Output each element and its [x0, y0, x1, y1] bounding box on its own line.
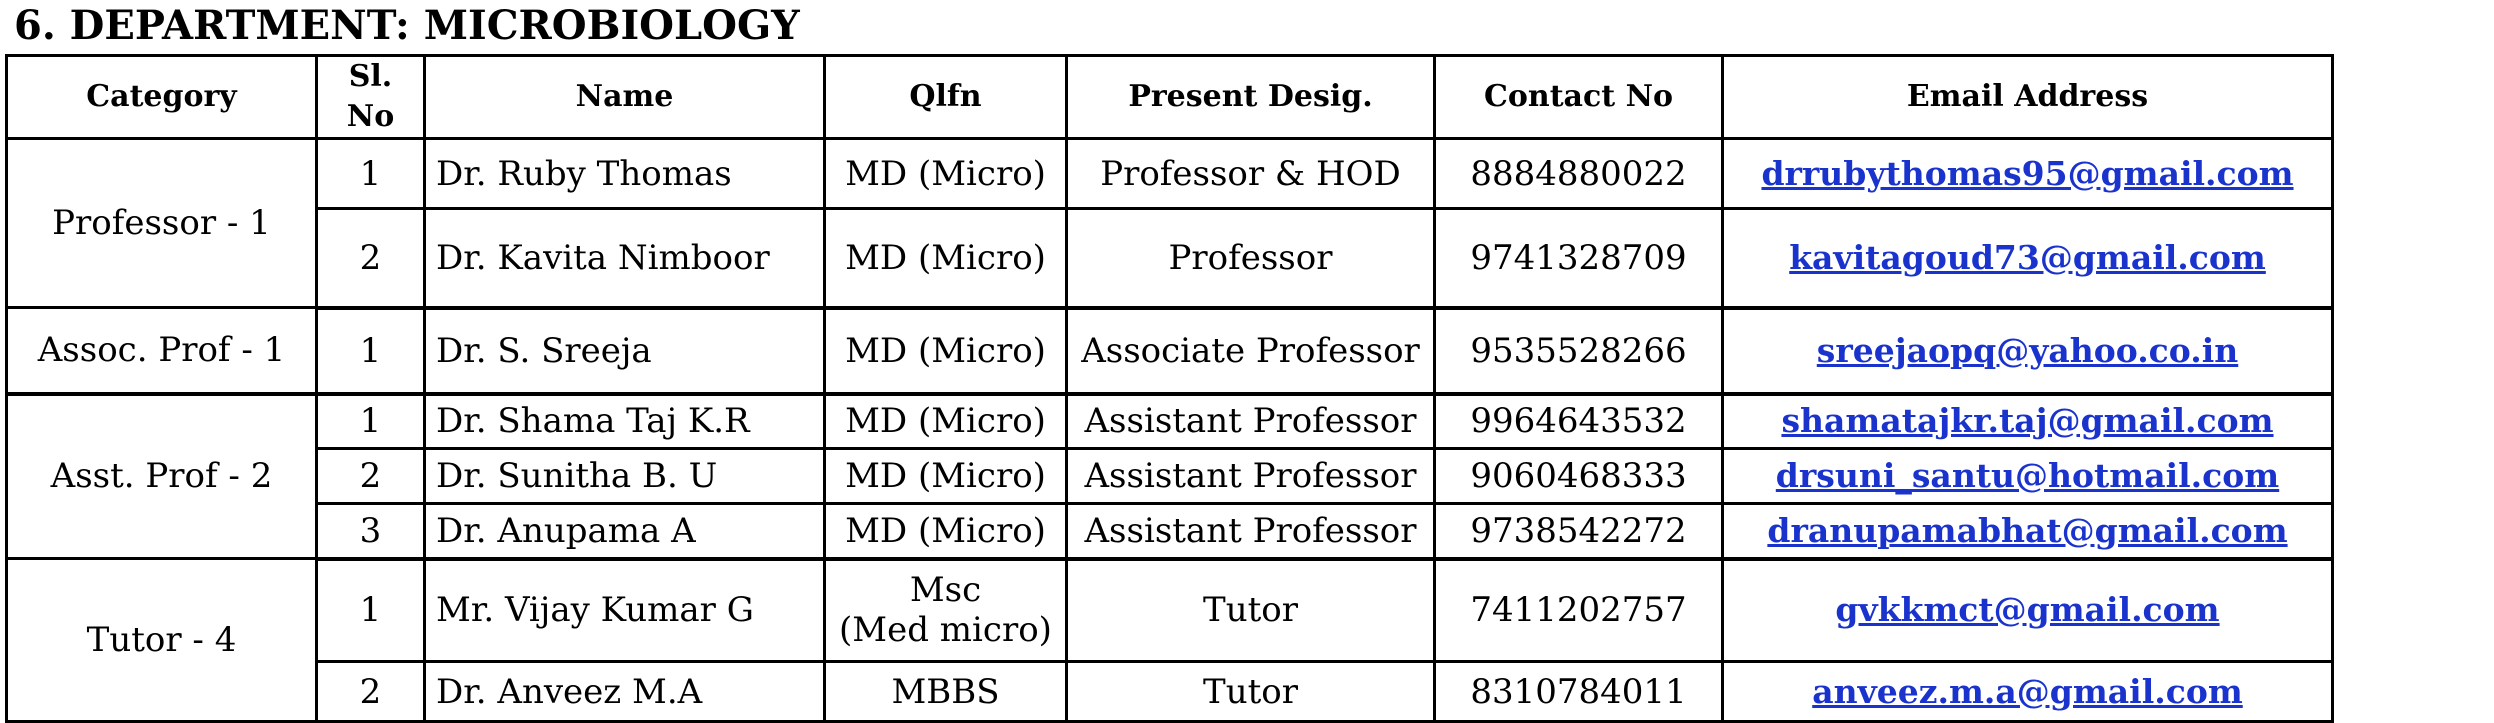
header-slno: Sl. No — [317, 56, 425, 139]
table-row — [7, 209, 2333, 308]
cell-slno: 2 — [317, 662, 425, 722]
category-tutor: Tutor - 4 — [7, 559, 317, 722]
cell-contact: 9535528266 — [1435, 308, 1723, 394]
cell-desig: Associate Professor — [1067, 308, 1435, 394]
header-desig: Present Desig. — [1067, 56, 1435, 139]
cell-desig: Assistant Professor — [1067, 504, 1435, 559]
cell-slno: 2 — [317, 449, 425, 504]
cell-slno: 1 — [317, 394, 425, 449]
cell-contact: 9738542272 — [1435, 504, 1723, 559]
cell-slno: 1 — [317, 559, 425, 662]
cell-slno: 1 — [317, 308, 425, 394]
cell-qlfn: MD (Micro) — [825, 308, 1067, 394]
cell-name: Dr. Sunitha B. U — [425, 449, 825, 504]
cell-name: Dr. Shama Taj K.R — [425, 394, 825, 449]
qlfn-line-1: Msc — [909, 570, 982, 611]
cell-contact: 8884880022 — [1435, 139, 1723, 209]
cell-slno: 3 — [317, 504, 425, 559]
cell-desig: Assistant Professor — [1067, 449, 1435, 504]
cell-email — [1723, 449, 2333, 504]
cell-name: Dr. Kavita Nimboor — [425, 209, 825, 308]
cell-desig: Professor — [1067, 209, 1435, 308]
cell-qlfn: MD (Micro) — [825, 449, 1067, 504]
cell-qlfn: MD (Micro) — [825, 209, 1067, 308]
cell-contact: 9060468333 — [1435, 449, 1723, 504]
cell-slno: 1 — [317, 139, 425, 209]
table-row — [7, 662, 2333, 722]
table-row — [7, 308, 2333, 394]
email-link[interactable]: drsuni_santu@hotmail.com — [1775, 456, 2280, 495]
cell-email — [1723, 139, 2333, 209]
cell-desig: Tutor — [1067, 559, 1435, 662]
cell-name: Dr. Anveez M.A — [425, 662, 825, 722]
cell-email — [1723, 308, 2333, 394]
cell-contact: 9741328709 — [1435, 209, 1723, 308]
table-row — [7, 449, 2333, 504]
page-title: 6. DEPARTMENT: MICROBIOLOGY — [14, 2, 800, 49]
cell-qlfn: MBBS — [825, 662, 1067, 722]
cell-email — [1723, 662, 2333, 722]
table-row — [7, 139, 2333, 209]
header-qlfn: Qlfn — [825, 56, 1067, 139]
cell-name: Dr. Ruby Thomas — [425, 139, 825, 209]
cell-qlfn — [825, 559, 1067, 662]
table-row — [7, 559, 2333, 662]
email-link[interactable]: anveez.m.a@gmail.com — [1812, 671, 2243, 711]
email-link[interactable]: shamatajkr.taj@gmail.com — [1781, 401, 2274, 441]
email-link[interactable]: kavitagoud73@gmail.com — [1789, 237, 2266, 277]
header-name: Name — [425, 56, 825, 139]
cell-email — [1723, 209, 2333, 308]
cell-desig: Professor & HOD — [1067, 139, 1435, 209]
header-email: Email Address — [1723, 56, 2333, 139]
email-link[interactable]: sreejaopq@yahoo.co.in — [1816, 330, 2239, 370]
header-category: Category — [7, 56, 317, 139]
category-professor: Professor - 1 — [7, 139, 317, 308]
cell-desig: Assistant Professor — [1067, 394, 1435, 449]
qlfn-line-2: (Med micro) — [839, 610, 1052, 651]
cell-name: Mr. Vijay Kumar G — [425, 559, 825, 662]
table-row — [7, 504, 2333, 559]
cell-name: Dr. Anupama A — [425, 504, 825, 559]
cell-email — [1723, 559, 2333, 662]
cell-email — [1723, 504, 2333, 559]
header-contact: Contact No — [1435, 56, 1723, 139]
table-row — [7, 394, 2333, 449]
staff-table — [5, 54, 2334, 723]
cell-qlfn: MD (Micro) — [825, 139, 1067, 209]
category-assoc: Assoc. Prof - 1 — [7, 308, 317, 394]
email-link[interactable]: dranupamabhat@gmail.com — [1767, 510, 2288, 550]
cell-qlfn: MD (Micro) — [825, 394, 1067, 449]
cell-email — [1723, 394, 2333, 449]
cell-contact: 9964643532 — [1435, 394, 1723, 449]
cell-desig: Tutor — [1067, 662, 1435, 722]
header-row — [7, 56, 2333, 139]
cell-slno: 2 — [317, 209, 425, 308]
cell-contact: 8310784011 — [1435, 662, 1723, 722]
email-link[interactable]: gvkkmct@gmail.com — [1835, 590, 2220, 630]
email-link[interactable]: drrubythomas95@gmail.com — [1761, 153, 2294, 193]
cell-name: Dr. S. Sreeja — [425, 308, 825, 394]
cell-contact: 7411202757 — [1435, 559, 1723, 662]
cell-qlfn: MD (Micro) — [825, 504, 1067, 559]
category-asst: Asst. Prof - 2 — [7, 394, 317, 559]
